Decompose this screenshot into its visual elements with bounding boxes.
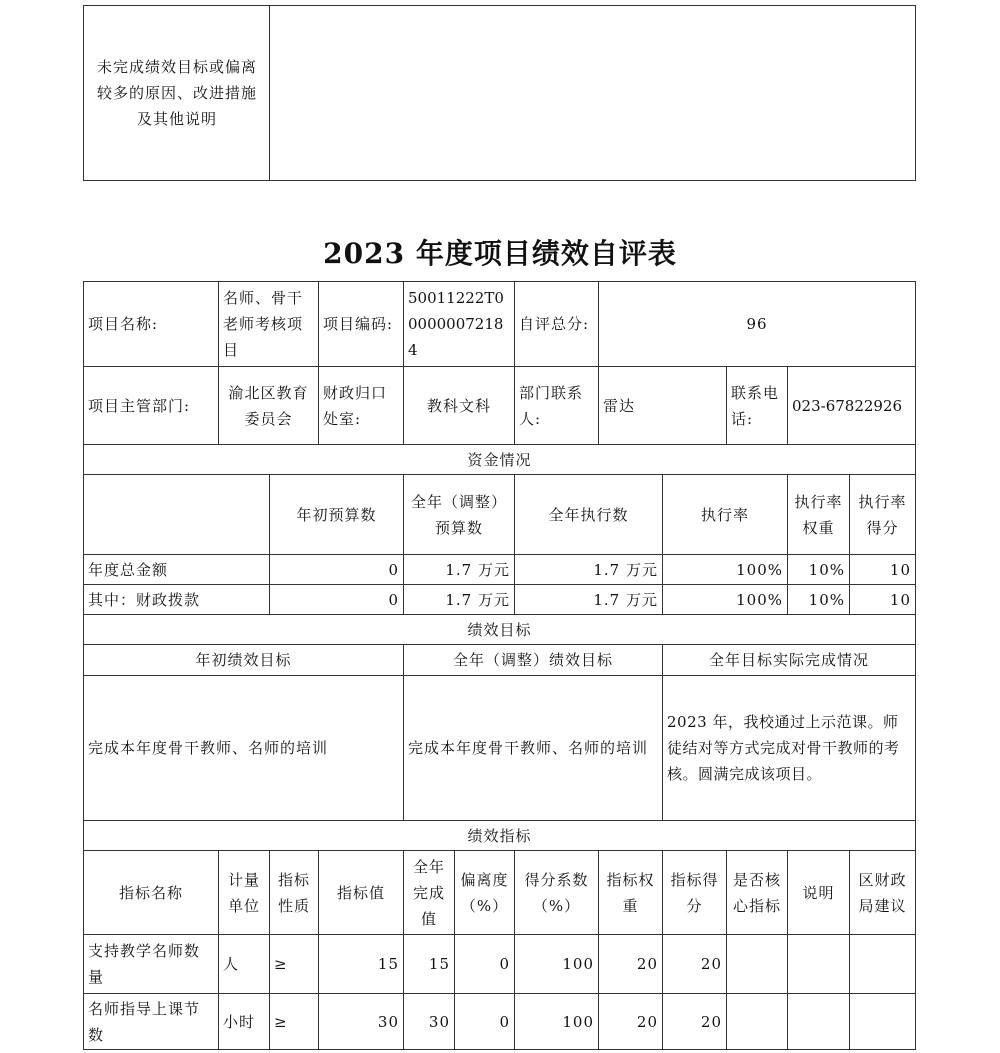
- funds-row-adjusted-budget: 1.7 万元: [445, 560, 510, 579]
- self-score: 96: [746, 315, 768, 333]
- indicator-unit: 小时: [223, 1012, 256, 1031]
- project-code-label: 项目编码:: [323, 315, 394, 333]
- indicator-coefficient: 100: [562, 1012, 594, 1031]
- indicator-score: 20: [700, 1012, 722, 1031]
- funds-header-executed: 全年执行数: [548, 505, 629, 524]
- indicator-header-core: 是否核心指标: [732, 870, 781, 915]
- goals-initial-text: 完成本年度骨干教师、名师的培训: [88, 739, 329, 757]
- project-name-label: 项目名称:: [88, 315, 159, 333]
- indicator-core: [727, 935, 787, 993]
- goals-header-actual: 全年目标实际完成情况: [708, 651, 869, 669]
- finance-office: 教科文科: [426, 396, 491, 415]
- funds-row-adjusted-budget: 1.7 万元: [445, 590, 510, 609]
- self-score-label: 自评总分:: [519, 315, 590, 333]
- funds-row-executed: 1.7 万元: [593, 560, 658, 579]
- indicator-core: [727, 994, 787, 1049]
- indicator-header-advice: 区财政局建议: [858, 870, 907, 915]
- contact-label: 部门联系人:: [519, 383, 584, 428]
- funds-row-rate-score: 10: [889, 560, 911, 579]
- funds-row-rate-weight: 10%: [808, 560, 845, 579]
- indicator-score: 20: [700, 955, 722, 973]
- indicator-name: 名师指导上课节数: [88, 999, 201, 1044]
- indicator-header-target: 指标值: [336, 883, 385, 902]
- reason-content: [272, 8, 912, 178]
- funds-row-label: 年度总金额: [88, 560, 169, 579]
- funds-header-initial-budget: 年初预算数: [296, 505, 377, 524]
- indicator-weight: 20: [636, 955, 658, 973]
- indicator-advice: [850, 935, 915, 993]
- indicator-deviation: 0: [499, 1012, 510, 1031]
- indicator-header-note: 说明: [802, 883, 835, 902]
- phone: 023-67822926: [792, 396, 903, 415]
- indicator-note: [788, 994, 849, 1049]
- goals-header-adjusted: 全年（调整）绩效目标: [452, 651, 613, 669]
- indicator-actual: 30: [428, 1012, 450, 1031]
- project-code: 50011222T000000072184: [408, 289, 504, 359]
- funds-header-adjusted-budget: 全年（调整）预算数: [410, 492, 507, 537]
- funds-row-rate: 100%: [736, 560, 783, 579]
- funds-row-rate-score: 10: [889, 590, 911, 609]
- goals-adjusted-text: 完成本年度骨干教师、名师的培训: [408, 739, 649, 757]
- funds-header-rate-weight: 执行率权重: [794, 492, 843, 537]
- funds-row-executed: 1.7 万元: [593, 590, 658, 609]
- indicator-header-score: 指标得分: [670, 870, 719, 915]
- goals-actual-text: 2023 年，我校通过上示范课。师徒结对等方式完成对骨干教师的考核。圆满完成该项目。: [667, 713, 900, 783]
- indicator-nature: ≥: [274, 1012, 288, 1031]
- reason-label: 未完成绩效目标或偏离较多的原因、改进措施及其他说明: [96, 58, 257, 128]
- funds-row-initial-budget: 0: [388, 560, 399, 579]
- funds-row-rate: 100%: [736, 590, 783, 609]
- funds-header-rate: 执行率: [700, 505, 749, 524]
- indicators-section-title: 绩效指标: [467, 826, 532, 845]
- funds-section-title: 资金情况: [467, 450, 532, 469]
- indicator-nature: ≥: [274, 955, 288, 973]
- page-title: 2023 年度项目绩效自评表: [323, 237, 677, 270]
- indicator-name: 支持教学名师数量: [88, 942, 201, 986]
- funds-header-rate-score: 执行率得分: [858, 492, 907, 537]
- indicator-header-actual: 全年完成值: [412, 857, 445, 928]
- indicator-note: [788, 935, 849, 993]
- phone-label: 联系电话:: [731, 383, 780, 428]
- indicator-header-coefficient: 得分系数（%）: [524, 870, 589, 915]
- goals-header-initial: 年初绩效目标: [195, 651, 292, 669]
- indicator-target: 30: [377, 1012, 399, 1031]
- indicator-coefficient: 100: [562, 955, 594, 973]
- indicator-header-weight: 指标权重: [606, 870, 655, 915]
- indicator-header-name: 指标名称: [118, 883, 183, 902]
- funds-row-label: 其中：财政拨款: [88, 590, 201, 609]
- indicator-deviation: 0: [499, 955, 510, 973]
- dept: 渝北区教育委员会: [228, 383, 309, 428]
- contact: 雷达: [603, 396, 636, 415]
- project-name: 名师、骨干老师考核项目: [223, 289, 304, 359]
- goals-section-title: 绩效目标: [467, 620, 532, 639]
- indicator-target: 15: [377, 955, 399, 973]
- funds-row-rate-weight: 10%: [808, 590, 845, 609]
- indicator-header-deviation: 偏离度（%）: [460, 870, 509, 915]
- indicator-actual: 15: [428, 955, 450, 973]
- indicator-weight: 20: [636, 1012, 658, 1031]
- indicator-header-nature: 指标性质: [277, 870, 310, 915]
- indicator-advice: [850, 994, 915, 1049]
- indicator-header-unit: 计量单位: [227, 870, 260, 915]
- indicator-unit: 人: [223, 955, 240, 973]
- finance-office-label: 财政归口处室:: [323, 383, 388, 428]
- funds-row-initial-budget: 0: [388, 590, 399, 609]
- dept-label: 项目主管部门:: [88, 396, 191, 415]
